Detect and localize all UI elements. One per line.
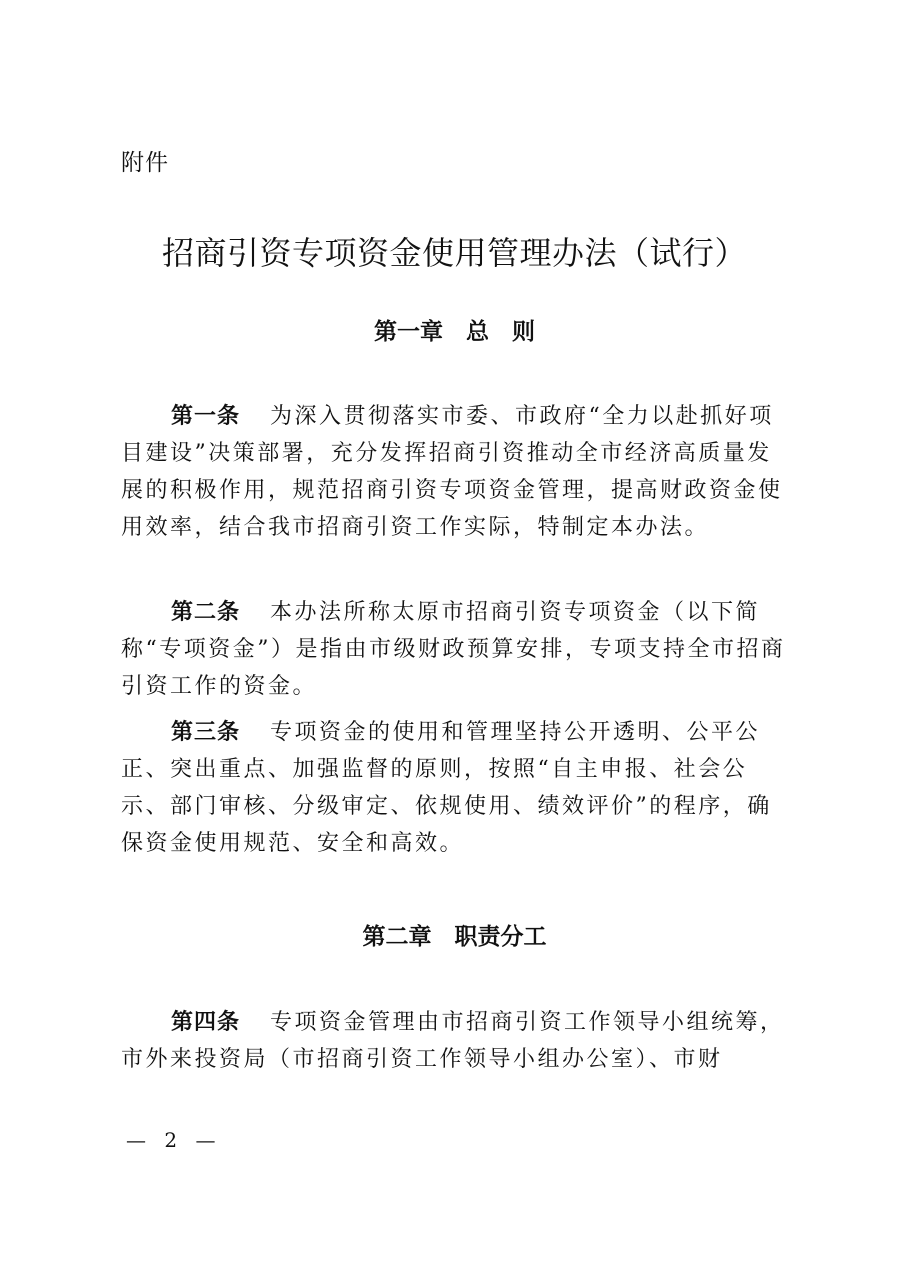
chapter-heading-2: 第二章 职责分工 [362, 924, 547, 950]
article-1 [121, 398, 793, 546]
article-label: 第三条 [171, 720, 241, 745]
article-4 [121, 1004, 793, 1078]
page-number: — 2 — [126, 1128, 222, 1152]
article-label: 第四条 [171, 1010, 241, 1035]
article-3 [121, 714, 793, 862]
article-text: 专项资金的使用和管理坚持公开透明、公平公正、突出重点、加强监督的原则，按照“自主申报、社会公示、部门审核、分级审定、依规使用、绩效评价”的程序，确保资金使用规范、安全和高效。 [121, 720, 772, 856]
article-text: 为深入贯彻落实市委、市政府“全力以赴抓好项目建设”决策部署，充分发挥招商引资推动全市经济高质量发展的积极作用，规范招商引资专项资金管理，提高财政资金使用效率，结合我市招商引资工作实际，特制定本办法。 [121, 404, 783, 540]
article-2 [121, 594, 793, 705]
article-label: 第一条 [171, 404, 241, 429]
chapter-heading-1: 第一章 总 则 [374, 319, 535, 345]
article-label: 第二条 [171, 600, 241, 625]
attachment-label: 附件 [121, 150, 169, 176]
document-title: 招商引资专项资金使用管理办法（试行） [161, 234, 747, 272]
article-text: 本办法所称太原市招商引资专项资金（以下简称“专项资金”）是指由市级财政预算安排，专项支持全市招商引资工作的资金。 [121, 600, 786, 699]
article-text: 专项资金管理由市招商引资工作领导小组统筹，市外来投资局（市招商引资工作领导小组办公室）、市财 [121, 1010, 785, 1072]
